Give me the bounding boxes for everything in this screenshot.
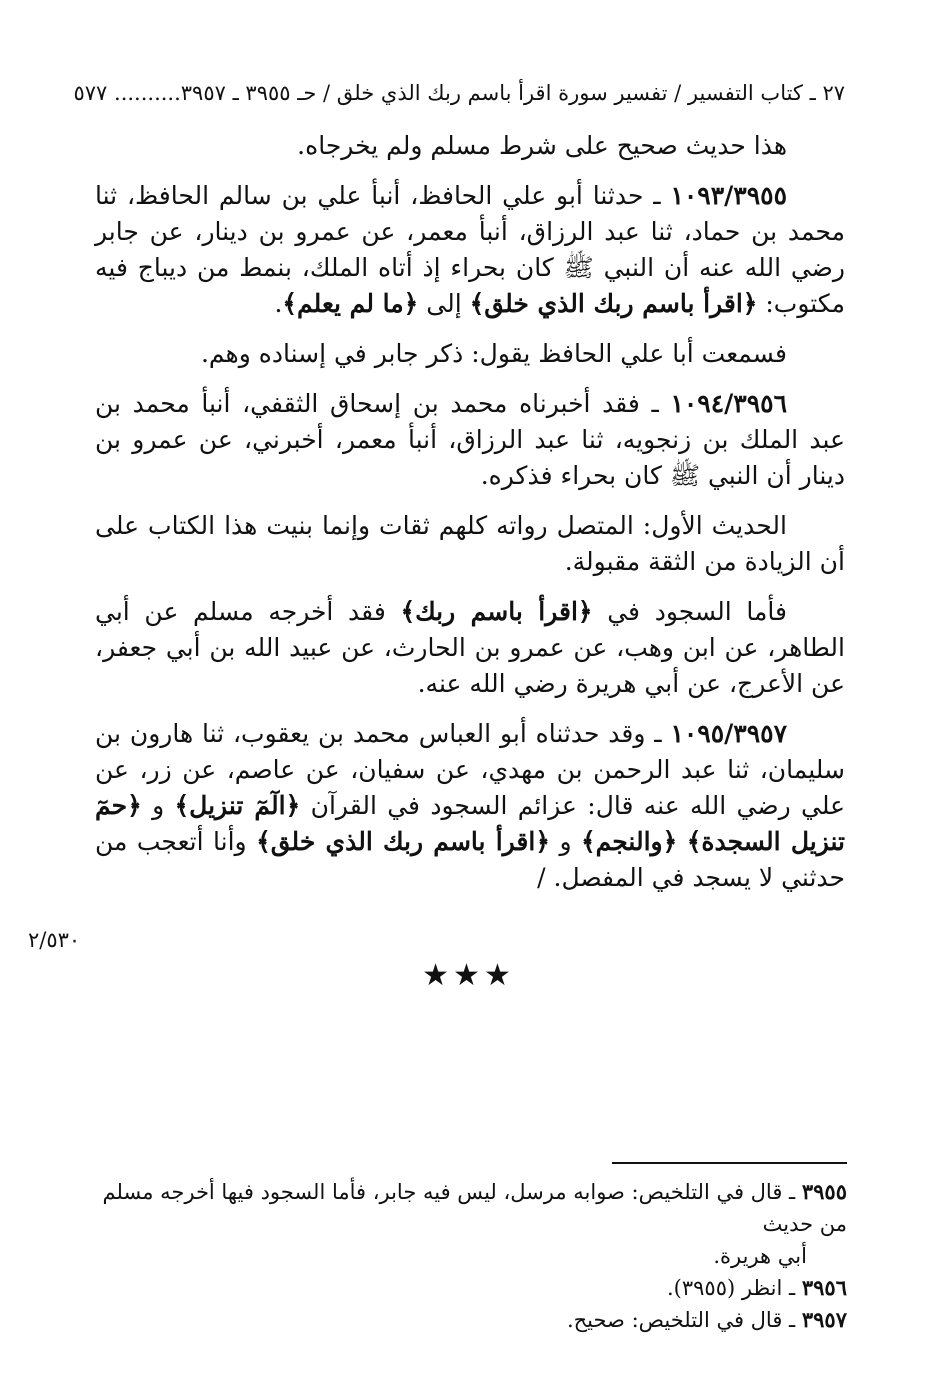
hadith-text: ـ فقد أخبرناه محمد بن إسحاق الثقفي، أنبأ محمد بن عبد الملك بن زنجويه، ثنا عبد الرزاق، أنبأ معمر، أخبرني، عن عمرو بن دينار أن النبي ﷺ كان بحراء فذكره. — [95, 389, 845, 490]
margin-reference: ٢/٥٣٠ — [28, 928, 81, 952]
quran-quote: ﴿والنجم﴾ — [581, 827, 678, 856]
hadith-text-end: . — [274, 289, 283, 318]
paragraph-5-text: الحديث الأول: المتصل رواته كلهم ثقات وإنما بنيت هذا الكتاب على أن الزيادة من الثقة مقبولة. — [95, 511, 845, 576]
footnote-text: ـ قال في التلخيص: صحيح. — [566, 1308, 802, 1332]
footnote-3955 — [95, 1176, 847, 1240]
footnote-3956 — [95, 1272, 847, 1304]
quran-quote: ﴿الٓمٓ تنزيل﴾ — [174, 791, 301, 820]
section-separator: ★★★ — [422, 958, 515, 993]
hadith-text: ـ حدثنا أبو علي الحافظ، أنبأ علي بن سالم الحافظ، ثنا محمد بن حماد، ثنا عبد الرزاق، أنبأ معمر، عن عمرو بن دينار، عن جابر رضي الله عنه أن النبي ﷺ كان بحراء إذ أتاه الملك، بنمط من ديباج فيه مكتوب: — [95, 181, 845, 318]
hadith-number: ١٠٩٥/٣٩٥٧ — [670, 719, 787, 748]
hadith-3957 — [95, 716, 845, 896]
hadith-text-end: وأنا أتعجب من حدثني لا يسجد في المفصل. / — [95, 827, 845, 892]
paragraph-1-text: هذا حديث صحيح على شرط مسلم ولم يخرجاه. — [297, 131, 787, 160]
paragraph-5 — [95, 508, 845, 580]
paragraph-1 — [95, 128, 845, 164]
running-title: ٢٧ ـ كتاب التفسير / تفسير سورة اقرأ باسم ربك الذي خلق / حـ ٣٩٥٥ ـ ٣٩٥٧ — [180, 81, 845, 105]
hadith-3956 — [95, 386, 845, 494]
paragraph-6 — [95, 594, 845, 702]
hadith-text-mid: إلى — [418, 289, 470, 318]
footnote-text: أبي هريرة. — [713, 1244, 807, 1268]
paragraph-6-text: فقد أخرجه مسلم عن أبي الطاهر، عن ابن وهب، عن عمرو بن الحارث، عن عبيد الله بن أبي جعفر، عن الأعرج، عن أبي هريرة رضي الله عنه. — [95, 597, 845, 698]
footnote-3955-continued — [95, 1240, 847, 1272]
hadith-number: ١٠٩٣/٣٩٥٥ — [670, 181, 787, 210]
quran-quote: ﴿حمٓ تنزيل السجدة﴾ — [95, 791, 846, 856]
hadith-text-mid2 — [677, 827, 686, 856]
hadith-text: ـ وقد حدثناه أبو العباس محمد بن يعقوب، ثنا هارون بن سليمان، ثنا عبد الرحمن بن مهدي، عن سفيان، عن عاصم، عن زر، عن علي رضي الله عنه قال: عزائم السجود في القرآن — [95, 719, 846, 820]
hadith-3955 — [95, 178, 845, 322]
hadith-text-mid: و — [141, 791, 175, 820]
quran-quote: ﴿اقرأ باسم ربك الذي خلق﴾ — [469, 289, 758, 318]
footnote-number: ٣٩٥٥ — [801, 1179, 847, 1204]
footnotes — [95, 1176, 847, 1336]
quran-quote: ﴿اقرأ باسم ربك﴾ — [400, 597, 593, 626]
paragraph-3-text: فسمعت أبا علي الحافظ يقول: ذكر جابر في إسناده وهم. — [200, 339, 787, 368]
quran-quote: ﴿ما لم يعلم﴾ — [282, 289, 419, 318]
footnote-number: ٣٩٥٧ — [801, 1307, 847, 1332]
paragraph-3 — [95, 336, 845, 372]
hadith-number: ١٠٩٤/٣٩٥٦ — [670, 389, 787, 418]
main-text — [95, 128, 845, 910]
quran-quote: ﴿اقرأ باسم ربك الذي خلق﴾ — [256, 827, 550, 856]
footnote-number: ٣٩٥٦ — [801, 1275, 847, 1300]
page-number: .......... ٥٧٧ — [73, 81, 181, 105]
hadith-text-mid3: و — [549, 827, 581, 856]
page-header — [73, 76, 845, 116]
footnote-text: ـ قال في التلخيص: صوابه مرسل، ليس فيه جابر، فأما السجود فيها أخرجه مسلم من حديث — [102, 1180, 847, 1236]
paragraph-6-pre: فأما السجود في — [592, 597, 787, 626]
footnote-divider — [612, 1162, 847, 1164]
footnote-text: ـ انظر (٣٩٥٥). — [667, 1276, 802, 1300]
footnote-3957 — [95, 1304, 847, 1336]
